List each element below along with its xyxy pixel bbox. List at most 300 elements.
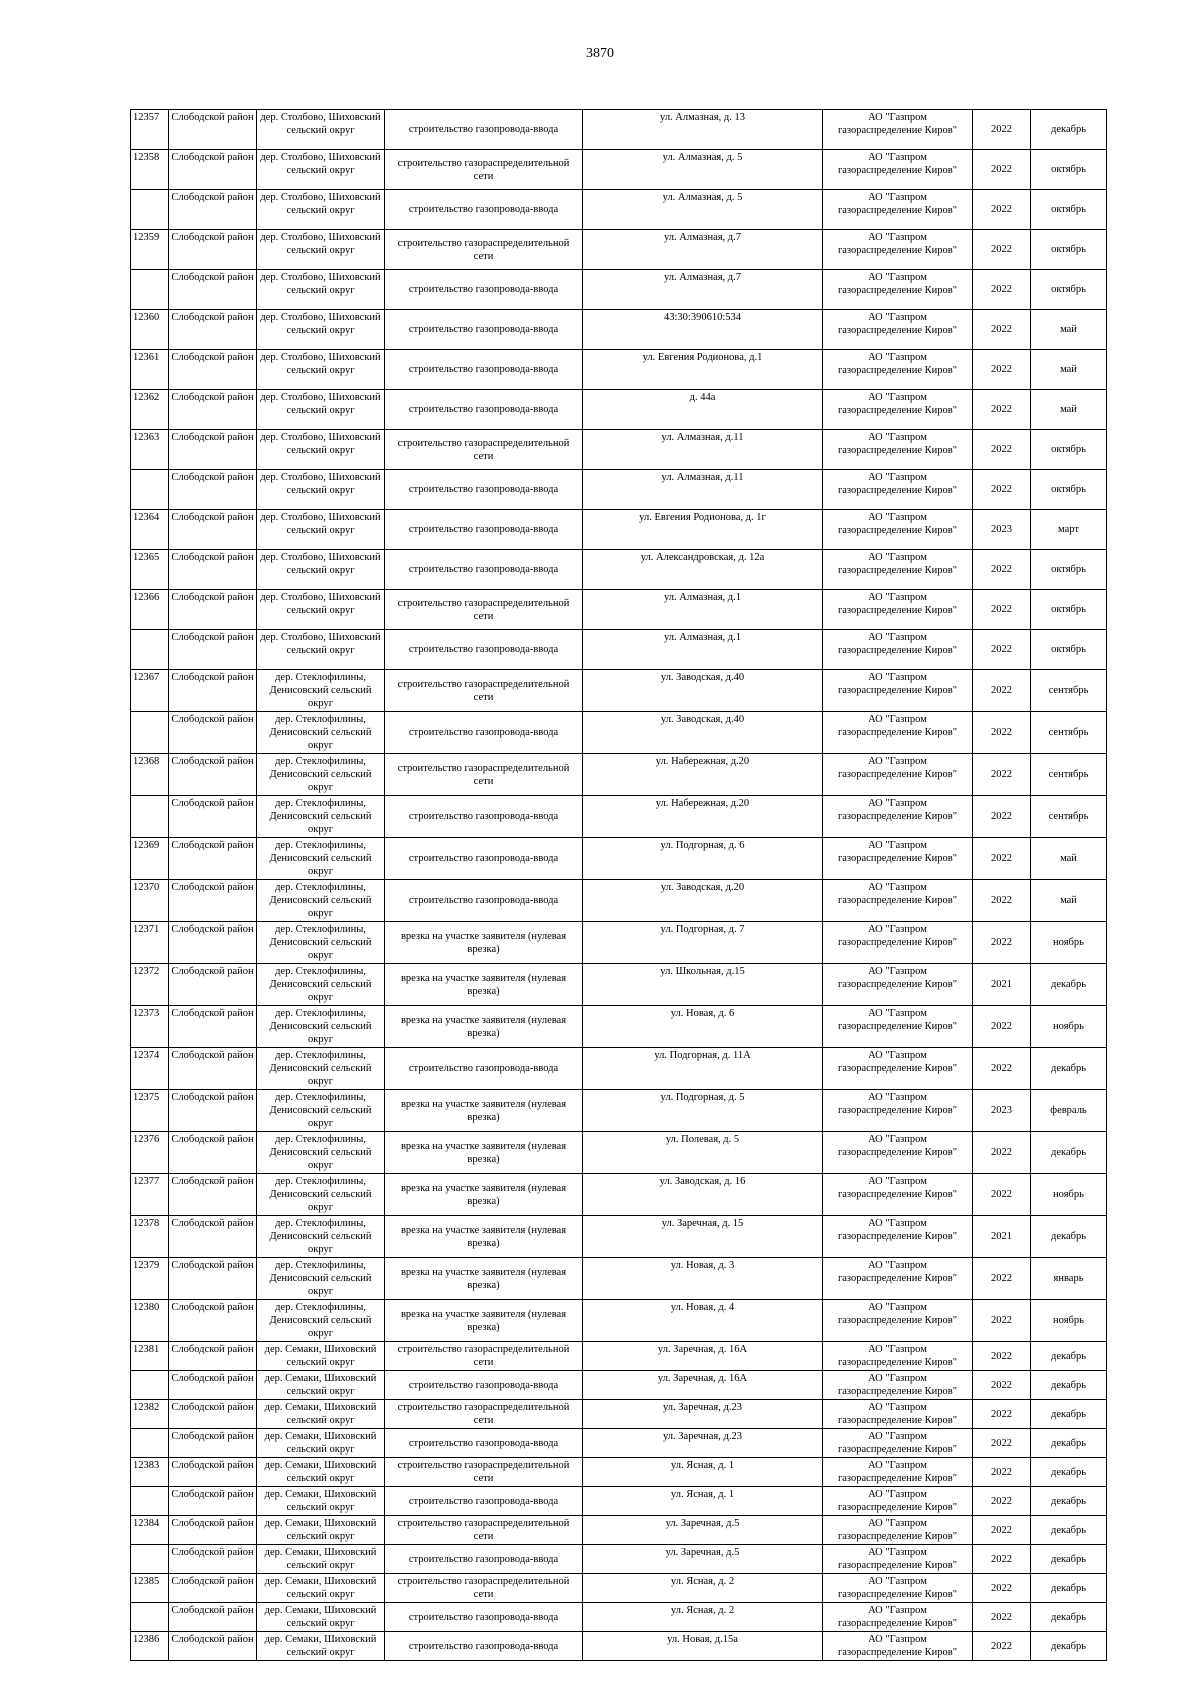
work-type-cell: строительство газопровода-ввода xyxy=(385,838,583,880)
address-cell: ул. Евгения Родионова, д.1 xyxy=(583,350,823,390)
row-number: 12372 xyxy=(131,964,169,1006)
row-number xyxy=(131,1603,169,1632)
table-row xyxy=(131,1429,1107,1458)
table-row xyxy=(131,1371,1107,1400)
table-body xyxy=(131,110,1107,1661)
work-type-cell: врезка на участке заявителя (нулевая врезка) xyxy=(385,922,583,964)
organization-cell: АО "Газпром газораспределение Киров" xyxy=(823,712,973,754)
location-cell: дер. Столбово, Шиховский сельский округ xyxy=(257,150,385,190)
year-cell: 2022 xyxy=(973,1458,1031,1487)
row-number: 12376 xyxy=(131,1132,169,1174)
organization-cell: АО "Газпром газораспределение Киров" xyxy=(823,1516,973,1545)
year-cell: 2022 xyxy=(973,1258,1031,1300)
work-type-cell: строительство газораспределительной сети xyxy=(385,1574,583,1603)
work-type-cell: строительство газопровода-ввода xyxy=(385,550,583,590)
table-row xyxy=(131,430,1107,470)
year-cell: 2022 xyxy=(973,1545,1031,1574)
organization-cell: АО "Газпром газораспределение Киров" xyxy=(823,1458,973,1487)
location-cell: дер. Столбово, Шиховский сельский округ xyxy=(257,390,385,430)
month-cell: сентябрь xyxy=(1031,796,1107,838)
year-cell: 2022 xyxy=(973,838,1031,880)
work-type-cell: врезка на участке заявителя (нулевая врезка) xyxy=(385,1174,583,1216)
month-cell: декабрь xyxy=(1031,1400,1107,1429)
year-cell: 2022 xyxy=(973,712,1031,754)
table-row xyxy=(131,1216,1107,1258)
month-cell: октябрь xyxy=(1031,190,1107,230)
organization-cell: АО "Газпром газораспределение Киров" xyxy=(823,110,973,150)
year-cell: 2022 xyxy=(973,470,1031,510)
district-cell: Слободской район xyxy=(169,1632,257,1661)
month-cell: октябрь xyxy=(1031,550,1107,590)
organization-cell: АО "Газпром газораспределение Киров" xyxy=(823,390,973,430)
district-cell: Слободской район xyxy=(169,1300,257,1342)
row-number: 12373 xyxy=(131,1006,169,1048)
organization-cell: АО "Газпром газораспределение Киров" xyxy=(823,270,973,310)
year-cell: 2022 xyxy=(973,1048,1031,1090)
table-row xyxy=(131,1632,1107,1661)
table-row xyxy=(131,1048,1107,1090)
district-cell: Слободской район xyxy=(169,310,257,350)
month-cell: декабрь xyxy=(1031,1545,1107,1574)
table-row xyxy=(131,1300,1107,1342)
location-cell: дер. Стеклофилины, Денисовский сельский округ xyxy=(257,796,385,838)
work-type-cell: врезка на участке заявителя (нулевая врезка) xyxy=(385,1006,583,1048)
month-cell: сентябрь xyxy=(1031,754,1107,796)
year-cell: 2023 xyxy=(973,510,1031,550)
location-cell: дер. Стеклофилины, Денисовский сельский округ xyxy=(257,1216,385,1258)
table-row xyxy=(131,110,1107,150)
location-cell: дер. Столбово, Шиховский сельский округ xyxy=(257,590,385,630)
work-type-cell: врезка на участке заявителя (нулевая врезка) xyxy=(385,964,583,1006)
location-cell: дер. Семаки, Шиховский сельский округ xyxy=(257,1545,385,1574)
row-number xyxy=(131,712,169,754)
address-cell: 43:30:390610:534 xyxy=(583,310,823,350)
work-type-cell: строительство газопровода-ввода xyxy=(385,270,583,310)
row-number xyxy=(131,190,169,230)
row-number: 12382 xyxy=(131,1400,169,1429)
year-cell: 2022 xyxy=(973,630,1031,670)
month-cell: декабрь xyxy=(1031,1429,1107,1458)
year-cell: 2022 xyxy=(973,1006,1031,1048)
month-cell: сентябрь xyxy=(1031,670,1107,712)
work-type-cell: строительство газораспределительной сети xyxy=(385,150,583,190)
location-cell: дер. Стеклофилины, Денисовский сельский округ xyxy=(257,712,385,754)
district-cell: Слободской район xyxy=(169,1048,257,1090)
location-cell: дер. Столбово, Шиховский сельский округ xyxy=(257,270,385,310)
location-cell: дер. Семаки, Шиховский сельский округ xyxy=(257,1574,385,1603)
row-number: 12367 xyxy=(131,670,169,712)
table-row xyxy=(131,1090,1107,1132)
row-number: 12377 xyxy=(131,1174,169,1216)
address-cell: ул. Заречная, д. 15 xyxy=(583,1216,823,1258)
table-row xyxy=(131,754,1107,796)
district-cell: Слободской район xyxy=(169,1216,257,1258)
location-cell: дер. Стеклофилины, Денисовский сельский округ xyxy=(257,838,385,880)
table-row xyxy=(131,1545,1107,1574)
row-number: 12360 xyxy=(131,310,169,350)
address-cell: ул. Заводская, д.40 xyxy=(583,712,823,754)
month-cell: декабрь xyxy=(1031,1516,1107,1545)
address-cell: ул. Евгения Родионова, д. 1г xyxy=(583,510,823,550)
address-cell: ул. Ясная, д. 1 xyxy=(583,1487,823,1516)
location-cell: дер. Семаки, Шиховский сельский округ xyxy=(257,1632,385,1661)
organization-cell: АО "Газпром газораспределение Киров" xyxy=(823,1487,973,1516)
work-type-cell: строительство газораспределительной сети xyxy=(385,1458,583,1487)
table-row xyxy=(131,310,1107,350)
month-cell: декабрь xyxy=(1031,1574,1107,1603)
work-type-cell: строительство газопровода-ввода xyxy=(385,1632,583,1661)
month-cell: октябрь xyxy=(1031,270,1107,310)
year-cell: 2022 xyxy=(973,1400,1031,1429)
district-cell: Слободской район xyxy=(169,670,257,712)
row-number xyxy=(131,470,169,510)
row-number xyxy=(131,1487,169,1516)
address-cell: ул. Заречная, д.5 xyxy=(583,1545,823,1574)
district-cell: Слободской район xyxy=(169,1400,257,1429)
district-cell: Слободской район xyxy=(169,1132,257,1174)
address-cell: ул. Набережная, д.20 xyxy=(583,796,823,838)
year-cell: 2022 xyxy=(973,1487,1031,1516)
work-type-cell: строительство газопровода-ввода xyxy=(385,1603,583,1632)
work-type-cell: строительство газопровода-ввода xyxy=(385,796,583,838)
district-cell: Слободской район xyxy=(169,430,257,470)
row-number: 12383 xyxy=(131,1458,169,1487)
work-type-cell: строительство газопровода-ввода xyxy=(385,1545,583,1574)
address-cell: ул. Алмазная, д.1 xyxy=(583,590,823,630)
work-type-cell: строительство газопровода-ввода xyxy=(385,1429,583,1458)
organization-cell: АО "Газпром газораспределение Киров" xyxy=(823,1371,973,1400)
district-cell: Слободской район xyxy=(169,150,257,190)
organization-cell: АО "Газпром газораспределение Киров" xyxy=(823,670,973,712)
table-row xyxy=(131,1174,1107,1216)
address-cell: ул. Подгорная, д. 5 xyxy=(583,1090,823,1132)
table-row xyxy=(131,796,1107,838)
district-cell: Слободской район xyxy=(169,1429,257,1458)
row-number xyxy=(131,796,169,838)
organization-cell: АО "Газпром газораспределение Киров" xyxy=(823,150,973,190)
month-cell: октябрь xyxy=(1031,430,1107,470)
table-row xyxy=(131,1516,1107,1545)
row-number: 12358 xyxy=(131,150,169,190)
month-cell: февраль xyxy=(1031,1090,1107,1132)
table-row xyxy=(131,1458,1107,1487)
row-number: 12374 xyxy=(131,1048,169,1090)
organization-cell: АО "Газпром газораспределение Киров" xyxy=(823,1006,973,1048)
location-cell: дер. Стеклофилины, Денисовский сельский округ xyxy=(257,1174,385,1216)
address-cell: ул. Школьная, д.15 xyxy=(583,964,823,1006)
month-cell: октябрь xyxy=(1031,630,1107,670)
location-cell: дер. Семаки, Шиховский сельский округ xyxy=(257,1516,385,1545)
month-cell: май xyxy=(1031,350,1107,390)
month-cell: декабрь xyxy=(1031,1132,1107,1174)
location-cell: дер. Стеклофилины, Денисовский сельский округ xyxy=(257,1090,385,1132)
year-cell: 2022 xyxy=(973,670,1031,712)
address-cell: ул. Алмазная, д. 5 xyxy=(583,150,823,190)
district-cell: Слободской район xyxy=(169,1371,257,1400)
table-row xyxy=(131,510,1107,550)
location-cell: дер. Столбово, Шиховский сельский округ xyxy=(257,230,385,270)
year-cell: 2022 xyxy=(973,796,1031,838)
location-cell: дер. Столбово, Шиховский сельский округ xyxy=(257,350,385,390)
row-number xyxy=(131,630,169,670)
district-cell: Слободской район xyxy=(169,1516,257,1545)
organization-cell: АО "Газпром газораспределение Киров" xyxy=(823,796,973,838)
organization-cell: АО "Газпром газораспределение Киров" xyxy=(823,1603,973,1632)
work-type-cell: строительство газопровода-ввода xyxy=(385,390,583,430)
location-cell: дер. Стеклофилины, Денисовский сельский округ xyxy=(257,1132,385,1174)
row-number: 12366 xyxy=(131,590,169,630)
work-type-cell: строительство газопровода-ввода xyxy=(385,880,583,922)
row-number: 12359 xyxy=(131,230,169,270)
district-cell: Слободской район xyxy=(169,550,257,590)
location-cell: дер. Семаки, Шиховский сельский округ xyxy=(257,1400,385,1429)
work-type-cell: строительство газораспределительной сети xyxy=(385,754,583,796)
month-cell: октябрь xyxy=(1031,230,1107,270)
year-cell: 2022 xyxy=(973,1342,1031,1371)
organization-cell: АО "Газпром газораспределение Киров" xyxy=(823,1342,973,1371)
row-number: 12365 xyxy=(131,550,169,590)
organization-cell: АО "Газпром газораспределение Киров" xyxy=(823,922,973,964)
address-cell: ул. Заводская, д.40 xyxy=(583,670,823,712)
year-cell: 2022 xyxy=(973,1574,1031,1603)
organization-cell: АО "Газпром газораспределение Киров" xyxy=(823,754,973,796)
district-cell: Слободской район xyxy=(169,470,257,510)
table-row xyxy=(131,1006,1107,1048)
month-cell: май xyxy=(1031,838,1107,880)
district-cell: Слободской район xyxy=(169,964,257,1006)
year-cell: 2022 xyxy=(973,270,1031,310)
district-cell: Слободской район xyxy=(169,1487,257,1516)
organization-cell: АО "Газпром газораспределение Киров" xyxy=(823,310,973,350)
year-cell: 2022 xyxy=(973,390,1031,430)
location-cell: дер. Семаки, Шиховский сельский округ xyxy=(257,1429,385,1458)
table-row xyxy=(131,922,1107,964)
address-cell: ул. Алмазная, д. 13 xyxy=(583,110,823,150)
address-cell: д. 44а xyxy=(583,390,823,430)
year-cell: 2022 xyxy=(973,230,1031,270)
month-cell: май xyxy=(1031,390,1107,430)
district-cell: Слободской район xyxy=(169,1342,257,1371)
year-cell: 2022 xyxy=(973,110,1031,150)
address-cell: ул. Алмазная, д.7 xyxy=(583,270,823,310)
year-cell: 2022 xyxy=(973,350,1031,390)
row-number: 12378 xyxy=(131,1216,169,1258)
month-cell: декабрь xyxy=(1031,1216,1107,1258)
work-type-cell: строительство газораспределительной сети xyxy=(385,1342,583,1371)
address-cell: ул. Подгорная, д. 6 xyxy=(583,838,823,880)
year-cell: 2022 xyxy=(973,922,1031,964)
address-cell: ул. Ясная, д. 1 xyxy=(583,1458,823,1487)
location-cell: дер. Семаки, Шиховский сельский округ xyxy=(257,1603,385,1632)
month-cell: сентябрь xyxy=(1031,712,1107,754)
organization-cell: АО "Газпром газораспределение Киров" xyxy=(823,1174,973,1216)
work-type-cell: строительство газораспределительной сети xyxy=(385,1400,583,1429)
table-row xyxy=(131,470,1107,510)
year-cell: 2021 xyxy=(973,964,1031,1006)
address-cell: ул. Алмазная, д.11 xyxy=(583,470,823,510)
address-cell: ул. Новая, д. 3 xyxy=(583,1258,823,1300)
year-cell: 2022 xyxy=(973,190,1031,230)
work-type-cell: врезка на участке заявителя (нулевая врезка) xyxy=(385,1300,583,1342)
location-cell: дер. Стеклофилины, Денисовский сельский округ xyxy=(257,754,385,796)
row-number: 12381 xyxy=(131,1342,169,1371)
year-cell: 2022 xyxy=(973,310,1031,350)
address-cell: ул. Ясная, д. 2 xyxy=(583,1574,823,1603)
organization-cell: АО "Газпром газораспределение Киров" xyxy=(823,1545,973,1574)
district-cell: Слободской район xyxy=(169,922,257,964)
row-number: 12361 xyxy=(131,350,169,390)
address-cell: ул. Алмазная, д. 5 xyxy=(583,190,823,230)
table-row xyxy=(131,880,1107,922)
location-cell: дер. Столбово, Шиховский сельский округ xyxy=(257,110,385,150)
month-cell: январь xyxy=(1031,1258,1107,1300)
organization-cell: АО "Газпром газораспределение Киров" xyxy=(823,1400,973,1429)
address-cell: ул. Заречная, д.23 xyxy=(583,1400,823,1429)
table-row xyxy=(131,1487,1107,1516)
location-cell: дер. Семаки, Шиховский сельский округ xyxy=(257,1371,385,1400)
district-cell: Слободской район xyxy=(169,880,257,922)
month-cell: декабрь xyxy=(1031,1632,1107,1661)
organization-cell: АО "Газпром газораспределение Киров" xyxy=(823,510,973,550)
year-cell: 2022 xyxy=(973,880,1031,922)
year-cell: 2022 xyxy=(973,150,1031,190)
row-number: 12375 xyxy=(131,1090,169,1132)
month-cell: декабрь xyxy=(1031,1458,1107,1487)
address-cell: ул. Алмазная, д.1 xyxy=(583,630,823,670)
location-cell: дер. Столбово, Шиховский сельский округ xyxy=(257,310,385,350)
organization-cell: АО "Газпром газораспределение Киров" xyxy=(823,470,973,510)
table-row xyxy=(131,150,1107,190)
table-row xyxy=(131,550,1107,590)
year-cell: 2022 xyxy=(973,1603,1031,1632)
month-cell: октябрь xyxy=(1031,150,1107,190)
organization-cell: АО "Газпром газораспределение Киров" xyxy=(823,1090,973,1132)
table-row xyxy=(131,1132,1107,1174)
month-cell: ноябрь xyxy=(1031,1006,1107,1048)
address-cell: ул. Новая, д.15а xyxy=(583,1632,823,1661)
month-cell: декабрь xyxy=(1031,1487,1107,1516)
district-cell: Слободской район xyxy=(169,590,257,630)
row-number: 12362 xyxy=(131,390,169,430)
location-cell: дер. Стеклофилины, Денисовский сельский округ xyxy=(257,670,385,712)
location-cell: дер. Стеклофилины, Денисовский сельский округ xyxy=(257,1258,385,1300)
location-cell: дер. Семаки, Шиховский сельский округ xyxy=(257,1487,385,1516)
table-row xyxy=(131,350,1107,390)
district-cell: Слободской район xyxy=(169,1574,257,1603)
location-cell: дер. Столбово, Шиховский сельский округ xyxy=(257,630,385,670)
work-type-cell: строительство газораспределительной сети xyxy=(385,590,583,630)
district-cell: Слободской район xyxy=(169,630,257,670)
work-type-cell: строительство газопровода-ввода xyxy=(385,630,583,670)
row-number xyxy=(131,1371,169,1400)
organization-cell: АО "Газпром газораспределение Киров" xyxy=(823,190,973,230)
organization-cell: АО "Газпром газораспределение Киров" xyxy=(823,964,973,1006)
month-cell: май xyxy=(1031,880,1107,922)
address-cell: ул. Полевая, д. 5 xyxy=(583,1132,823,1174)
location-cell: дер. Семаки, Шиховский сельский округ xyxy=(257,1458,385,1487)
page-number: 3870 xyxy=(586,46,614,61)
table-row xyxy=(131,1342,1107,1371)
location-cell: дер. Семаки, Шиховский сельский округ xyxy=(257,1342,385,1371)
table-row xyxy=(131,670,1107,712)
row-number: 12363 xyxy=(131,430,169,470)
row-number: 12368 xyxy=(131,754,169,796)
table-row xyxy=(131,712,1107,754)
organization-cell: АО "Газпром газораспределение Киров" xyxy=(823,230,973,270)
address-cell: ул. Заречная, д. 16А xyxy=(583,1342,823,1371)
row-number: 12380 xyxy=(131,1300,169,1342)
work-type-cell: строительство газопровода-ввода xyxy=(385,190,583,230)
district-cell: Слободской район xyxy=(169,350,257,390)
table-row xyxy=(131,270,1107,310)
address-cell: ул. Алмазная, д.7 xyxy=(583,230,823,270)
table-row xyxy=(131,964,1107,1006)
district-cell: Слободской район xyxy=(169,712,257,754)
work-type-cell: строительство газопровода-ввода xyxy=(385,1048,583,1090)
month-cell: декабрь xyxy=(1031,964,1107,1006)
year-cell: 2022 xyxy=(973,550,1031,590)
month-cell: ноябрь xyxy=(1031,1300,1107,1342)
row-number: 12379 xyxy=(131,1258,169,1300)
table-row xyxy=(131,1400,1107,1429)
district-cell: Слободской район xyxy=(169,510,257,550)
row-number: 12384 xyxy=(131,1516,169,1545)
address-cell: ул. Александровская, д. 12а xyxy=(583,550,823,590)
location-cell: дер. Стеклофилины, Денисовский сельский округ xyxy=(257,1048,385,1090)
year-cell: 2022 xyxy=(973,754,1031,796)
organization-cell: АО "Газпром газораспределение Киров" xyxy=(823,350,973,390)
organization-cell: АО "Газпром газораспределение Киров" xyxy=(823,1574,973,1603)
organization-cell: АО "Газпром газораспределение Киров" xyxy=(823,880,973,922)
address-cell: ул. Ясная, д. 2 xyxy=(583,1603,823,1632)
district-cell: Слободской район xyxy=(169,1603,257,1632)
month-cell: май xyxy=(1031,310,1107,350)
district-cell: Слободской район xyxy=(169,390,257,430)
address-cell: ул. Заводская, д.20 xyxy=(583,880,823,922)
organization-cell: АО "Газпром газораспределение Киров" xyxy=(823,1632,973,1661)
address-cell: ул. Заводская, д. 16 xyxy=(583,1174,823,1216)
organization-cell: АО "Газпром газораспределение Киров" xyxy=(823,550,973,590)
district-cell: Слободской район xyxy=(169,754,257,796)
location-cell: дер. Стеклофилины, Денисовский сельский округ xyxy=(257,1006,385,1048)
organization-cell: АО "Газпром газораспределение Киров" xyxy=(823,1258,973,1300)
location-cell: дер. Столбово, Шиховский сельский округ xyxy=(257,190,385,230)
month-cell: ноябрь xyxy=(1031,1174,1107,1216)
district-cell: Слободской район xyxy=(169,1545,257,1574)
year-cell: 2022 xyxy=(973,1516,1031,1545)
year-cell: 2023 xyxy=(973,1090,1031,1132)
location-cell: дер. Столбово, Шиховский сельский округ xyxy=(257,510,385,550)
work-type-cell: строительство газораспределительной сети xyxy=(385,1516,583,1545)
work-type-cell: строительство газопровода-ввода xyxy=(385,712,583,754)
work-type-cell: строительство газопровода-ввода xyxy=(385,1371,583,1400)
district-cell: Слободской район xyxy=(169,1174,257,1216)
table-row xyxy=(131,190,1107,230)
organization-cell: АО "Газпром газораспределение Киров" xyxy=(823,1132,973,1174)
address-cell: ул. Набережная, д.20 xyxy=(583,754,823,796)
row-number: 12370 xyxy=(131,880,169,922)
district-cell: Слободской район xyxy=(169,1258,257,1300)
work-type-cell: врезка на участке заявителя (нулевая врезка) xyxy=(385,1132,583,1174)
year-cell: 2022 xyxy=(973,1632,1031,1661)
address-cell: ул. Заречная, д.5 xyxy=(583,1516,823,1545)
work-type-cell: строительство газопровода-ввода xyxy=(385,470,583,510)
table-row xyxy=(131,630,1107,670)
work-type-cell: строительство газораспределительной сети xyxy=(385,230,583,270)
district-cell: Слободской район xyxy=(169,190,257,230)
table-row xyxy=(131,390,1107,430)
work-type-cell: строительство газопровода-ввода xyxy=(385,1487,583,1516)
